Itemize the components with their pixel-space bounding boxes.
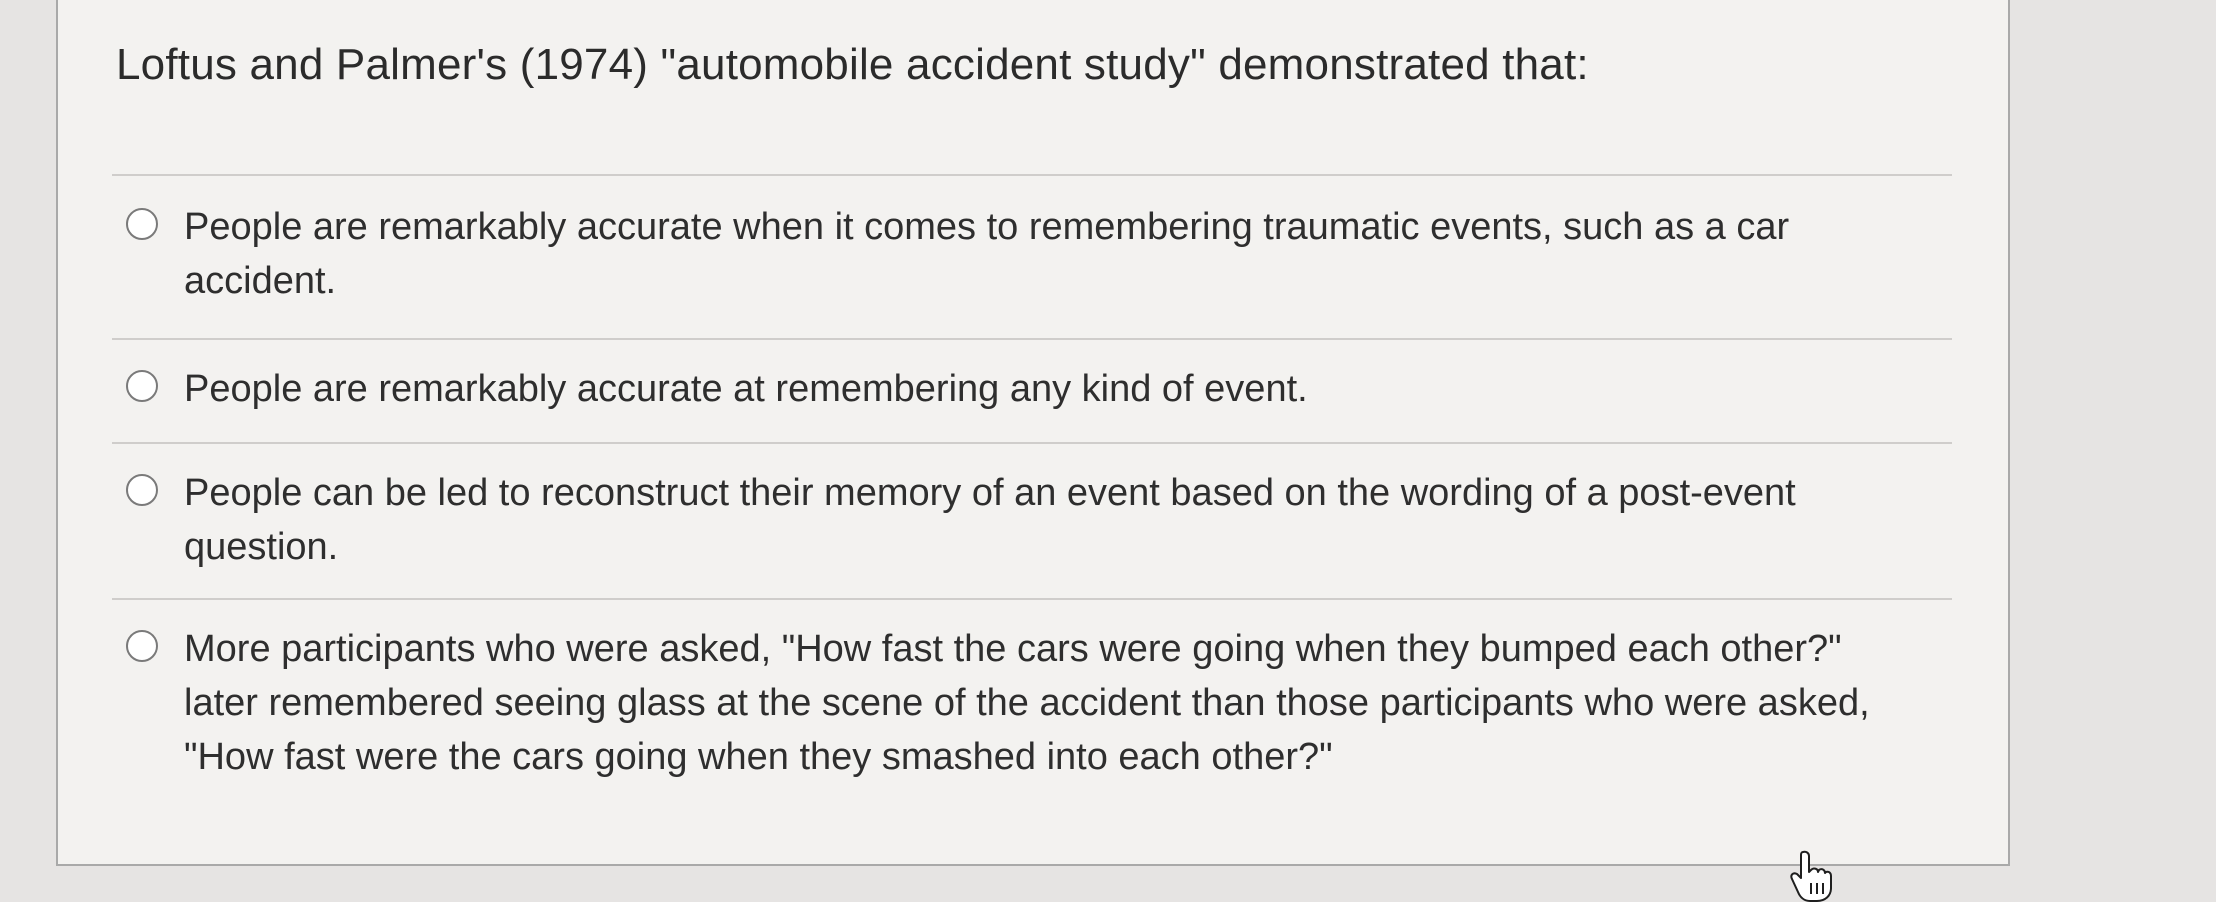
- answer-option-3[interactable]: [126, 466, 1946, 576]
- answer-option-label: More participants who were asked, "How fast the cars were going when they bumped each other?" later remembered seeing glass at the scene of the accident than those participants who were asked, "How fast were the cars going when they smashed into each other?": [184, 628, 1870, 778]
- radio-button-icon[interactable]: [126, 474, 158, 506]
- radio-button-icon[interactable]: [126, 208, 158, 240]
- question-title: Loftus and Palmer's (1974) "automobile accident study" demonstrated that:: [116, 40, 1589, 89]
- hand-pointer-icon: [1788, 848, 1832, 902]
- answer-option-label: People are remarkably accurate when it comes to remembering traumatic events, such as a car accident.: [184, 206, 1790, 302]
- answer-option-label: People can be led to reconstruct their memory of an event based on the wording of a post-event question.: [184, 472, 1796, 568]
- divider: [112, 338, 1952, 340]
- question-card: [56, 0, 2010, 866]
- divider: [112, 598, 1952, 600]
- divider: [112, 174, 1952, 176]
- answer-option-label: People are remarkably accurate at remembering any kind of event.: [184, 368, 1308, 410]
- answer-option-2[interactable]: [126, 362, 1946, 422]
- answer-option-1[interactable]: [126, 200, 1946, 310]
- radio-button-icon[interactable]: [126, 630, 158, 662]
- divider: [112, 442, 1952, 444]
- answer-option-4[interactable]: [126, 622, 1946, 792]
- radio-button-icon[interactable]: [126, 370, 158, 402]
